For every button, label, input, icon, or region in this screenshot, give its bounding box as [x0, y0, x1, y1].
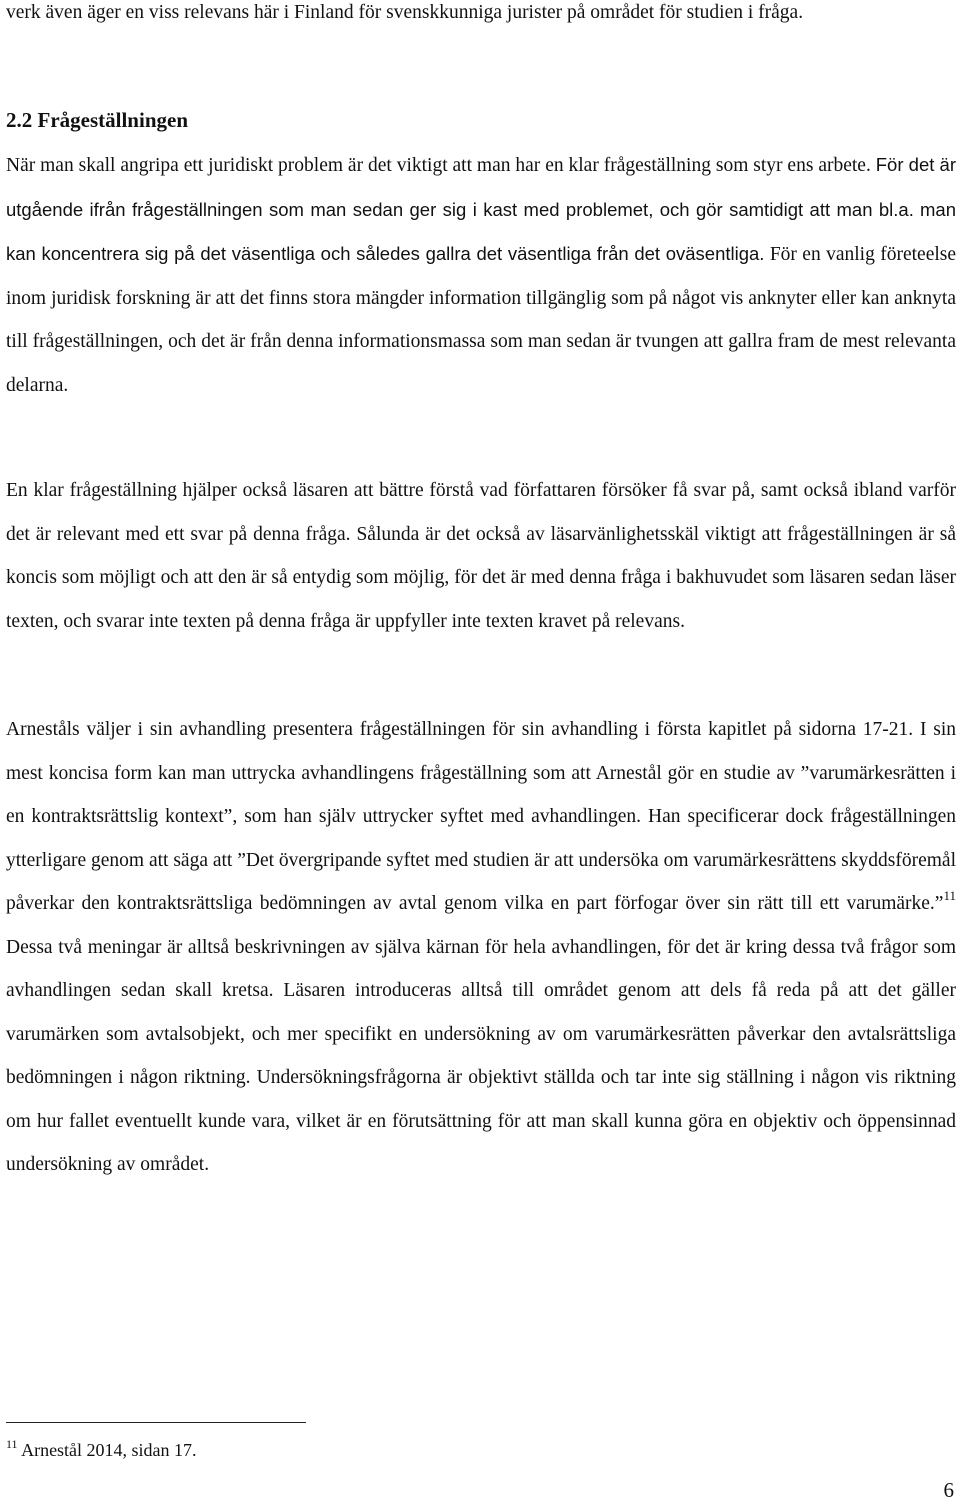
- footnote-number: 11: [6, 1437, 18, 1451]
- footnote-reference: 11: [943, 888, 956, 903]
- sentence-1: När man skall angripa ett juridiskt problem är det viktigt att man har en klar frågeställning som styr ens arbete.: [6, 155, 871, 176]
- section-heading: 2.2 Frågeställningen: [6, 108, 188, 132]
- paragraph-intro-continuation: [6, 0, 956, 35]
- sentence-4: För en vanlig företeelse inom juridisk forskning är att det finns stora mängder information tillgänglig som på något vis anknyter eller kan anknyta till frågeställningen, och det är från denna informationsmassa som man sedan är tvungen att gallra fram de mest relevanta delarna.: [6, 244, 957, 396]
- paragraph-text-part-1: Arneståls väljer i sin avhandling presentera frågeställningen för sin avhandling i första kapitlet på sidorna 17-21. I sin mest koncisa form kan man uttrycka avhandlingens frågeställning som att Arnestål gör en studie av ”varumärkesrätten i en kontraktsrättslig kontext”, som han själv uttrycker syftet med avhandlingen. Han specificerar dock frågeställningen ytterligare genom att säga att ”Det övergripande syftet med studien är att undersöka om varumärkesrättens skyddsföremål påverkar den kontraktsrättsliga bedömningen av avtal genom vilka en part förfogar över sin rätt till ett varumärke.”: [6, 719, 956, 914]
- paragraph-text: verk även äger en viss relevans här i Finland för svenskkunniga jurister på området för studien i fråga.: [6, 2, 804, 23]
- paragraph-text-part-2: Dessa två meningar är alltså beskrivningen av själva kärnan för hela avhandlingen, för det är kring dessa två frågor som avhandlingen sedan skall kretsa. Läsaren introduceras alltså till området genom att dels få reda på att det gäller varumärken som avtalsobjekt, och mer specifikt en undersökning av om varumärkesrätten påverkar den avtalsrättsliga bedömningen i någon riktning. Undersökningsfrågorna är objektivt ställda och tar inte sig ställning i någon vis riktning om hur fallet eventuellt kunde vara, vilket är en förutsättning för att man skall kunna göra en objektiv och öppensinnad undersökning av området.: [6, 936, 956, 1175]
- page-number: 6: [943, 1478, 954, 1502]
- footnote-text: Arnestål 2014, sidan 17.: [17, 1440, 197, 1460]
- footnote: [6, 1436, 197, 1464]
- paragraph-text: En klar frågeställning hjälper också läsaren att bättre förstå vad författaren försöker få svar på, samt också ibland varför det är relevant med ett svar på denna fråga. Sålunda är det också av läsarvänlighetsskäl viktigt att frågeställningen är så koncis som möjligt och att den är så entydig som möjlig, för det är med denna fråga i bakhuvudet som läsaren sedan läser texten, och svarar inte texten på denna fråga är uppfyller inte texten kravet på relevans.: [6, 480, 956, 632]
- footnote-divider: [6, 1422, 306, 1423]
- paragraph-2: [6, 469, 956, 643]
- sentence-3: man kan koncentrera sig på det väsentliga och således gallra det väsentliga från det oväsentliga.: [6, 198, 956, 264]
- paragraph-3: [6, 708, 956, 1187]
- paragraph-1: [6, 143, 956, 407]
- sentence-2: För det är utgående ifrån frågeställningen som man sedan ger sig i kast med problemet, och gör samtidigt att man bl.a.: [6, 154, 956, 220]
